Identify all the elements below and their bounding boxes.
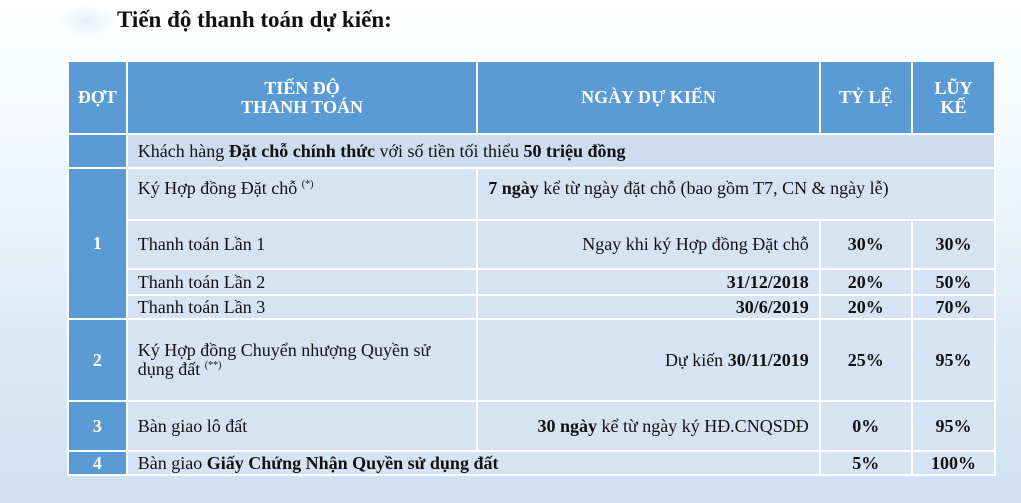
certificate-label-bold: Giấy Chứng Nhận Quyền sử dụng đất [206,452,499,473]
handover-label: Bàn giao lô đất [127,401,478,451]
booking-label-text: Ký Hợp đồng Đặt chỗ [137,178,302,198]
intro-phase-cell [68,134,127,168]
header-phase: ĐỢT [68,61,127,134]
header-date: NGÀY DỰ KIẾN [477,61,819,134]
booking-date [477,168,995,220]
payment-label: Thanh toán Lần 1 [127,220,478,269]
intro-text-bold2: 50 triệu đồng [523,140,626,161]
payment-date: 31/12/2018 [477,269,819,295]
table-row [68,319,995,401]
payment-rate: 20% [820,269,912,295]
handover-date-bold: 30 ngày [537,415,597,436]
handover-date [477,401,819,451]
booking-date-bold: 7 ngày [488,178,539,198]
payment-rate: 30% [820,220,912,269]
header-step-line2: THANH TOÁN [241,96,363,117]
intro-text [127,134,995,168]
payment-cumulative: 70% [912,295,995,319]
header-cumulative-line2: KẾ [940,96,967,117]
payment-date: 30/6/2019 [477,295,819,319]
payment-cumulative: 30% [912,220,995,269]
table-row [68,168,995,220]
certificate-rate: 5% [820,451,912,475]
page-title: Tiến độ thanh toán dự kiến: [117,7,392,32]
certificate-label [127,451,820,475]
table-row [68,451,995,475]
header-step-line1: TIẾN ĐỘ [264,77,340,98]
transfer-cumulative: 95% [912,319,995,401]
booking-date-rest: kể từ ngày đặt chỗ (bao gồm T7, CN & ngày lễ) [538,178,889,198]
payment-date: Ngay khi ký Hợp đồng Đặt chỗ [477,220,819,269]
transfer-date-prefix: Dự kiến [664,349,728,370]
payment-label: Thanh toán Lần 3 [127,295,478,319]
booking-note: (*) [301,179,314,190]
transfer-date-bold: 30/11/2019 [727,349,809,370]
phase-number: 3 [68,401,127,451]
booking-label [127,168,478,220]
transfer-date [477,319,819,401]
transfer-label-text: Ký Hợp đồng Chuyển nhượng Quyền sử dụng đất [137,340,431,379]
phase-number: 2 [68,319,127,401]
payment-cumulative: 50% [912,269,995,295]
transfer-note: (**) [204,360,222,371]
header-rate: TỶ LỆ [820,61,912,134]
handover-rate: 0% [820,401,912,451]
certificate-label-pre: Bàn giao [137,452,207,473]
transfer-label [127,319,478,401]
intro-text-bold1: Đặt chỗ chính thức [228,140,376,161]
header-step [127,61,478,134]
intro-row [68,134,995,168]
header-cumulative [912,61,995,134]
header-cumulative-line1: LŨY [934,77,973,98]
payment-schedule-table [67,60,996,476]
table-row [68,295,995,319]
handover-cumulative: 95% [912,401,995,451]
phase-number: 1 [68,168,127,319]
certificate-cumulative: 100% [912,451,995,475]
table-row [68,401,995,451]
phase-number: 4 [68,451,127,475]
intro-text-mid: với số tiền tối thiểu [375,140,524,161]
payment-rate: 20% [820,295,912,319]
payment-label: Thanh toán Lần 2 [127,269,478,295]
transfer-rate: 25% [820,319,912,401]
watermark-logo [58,6,116,36]
handover-date-rest: kể từ ngày ký HĐ.CNQSDĐ [596,415,809,436]
table-row [68,220,995,269]
intro-text-pre: Khách hàng [137,140,229,161]
header-row [68,61,995,134]
table-row [68,269,995,295]
